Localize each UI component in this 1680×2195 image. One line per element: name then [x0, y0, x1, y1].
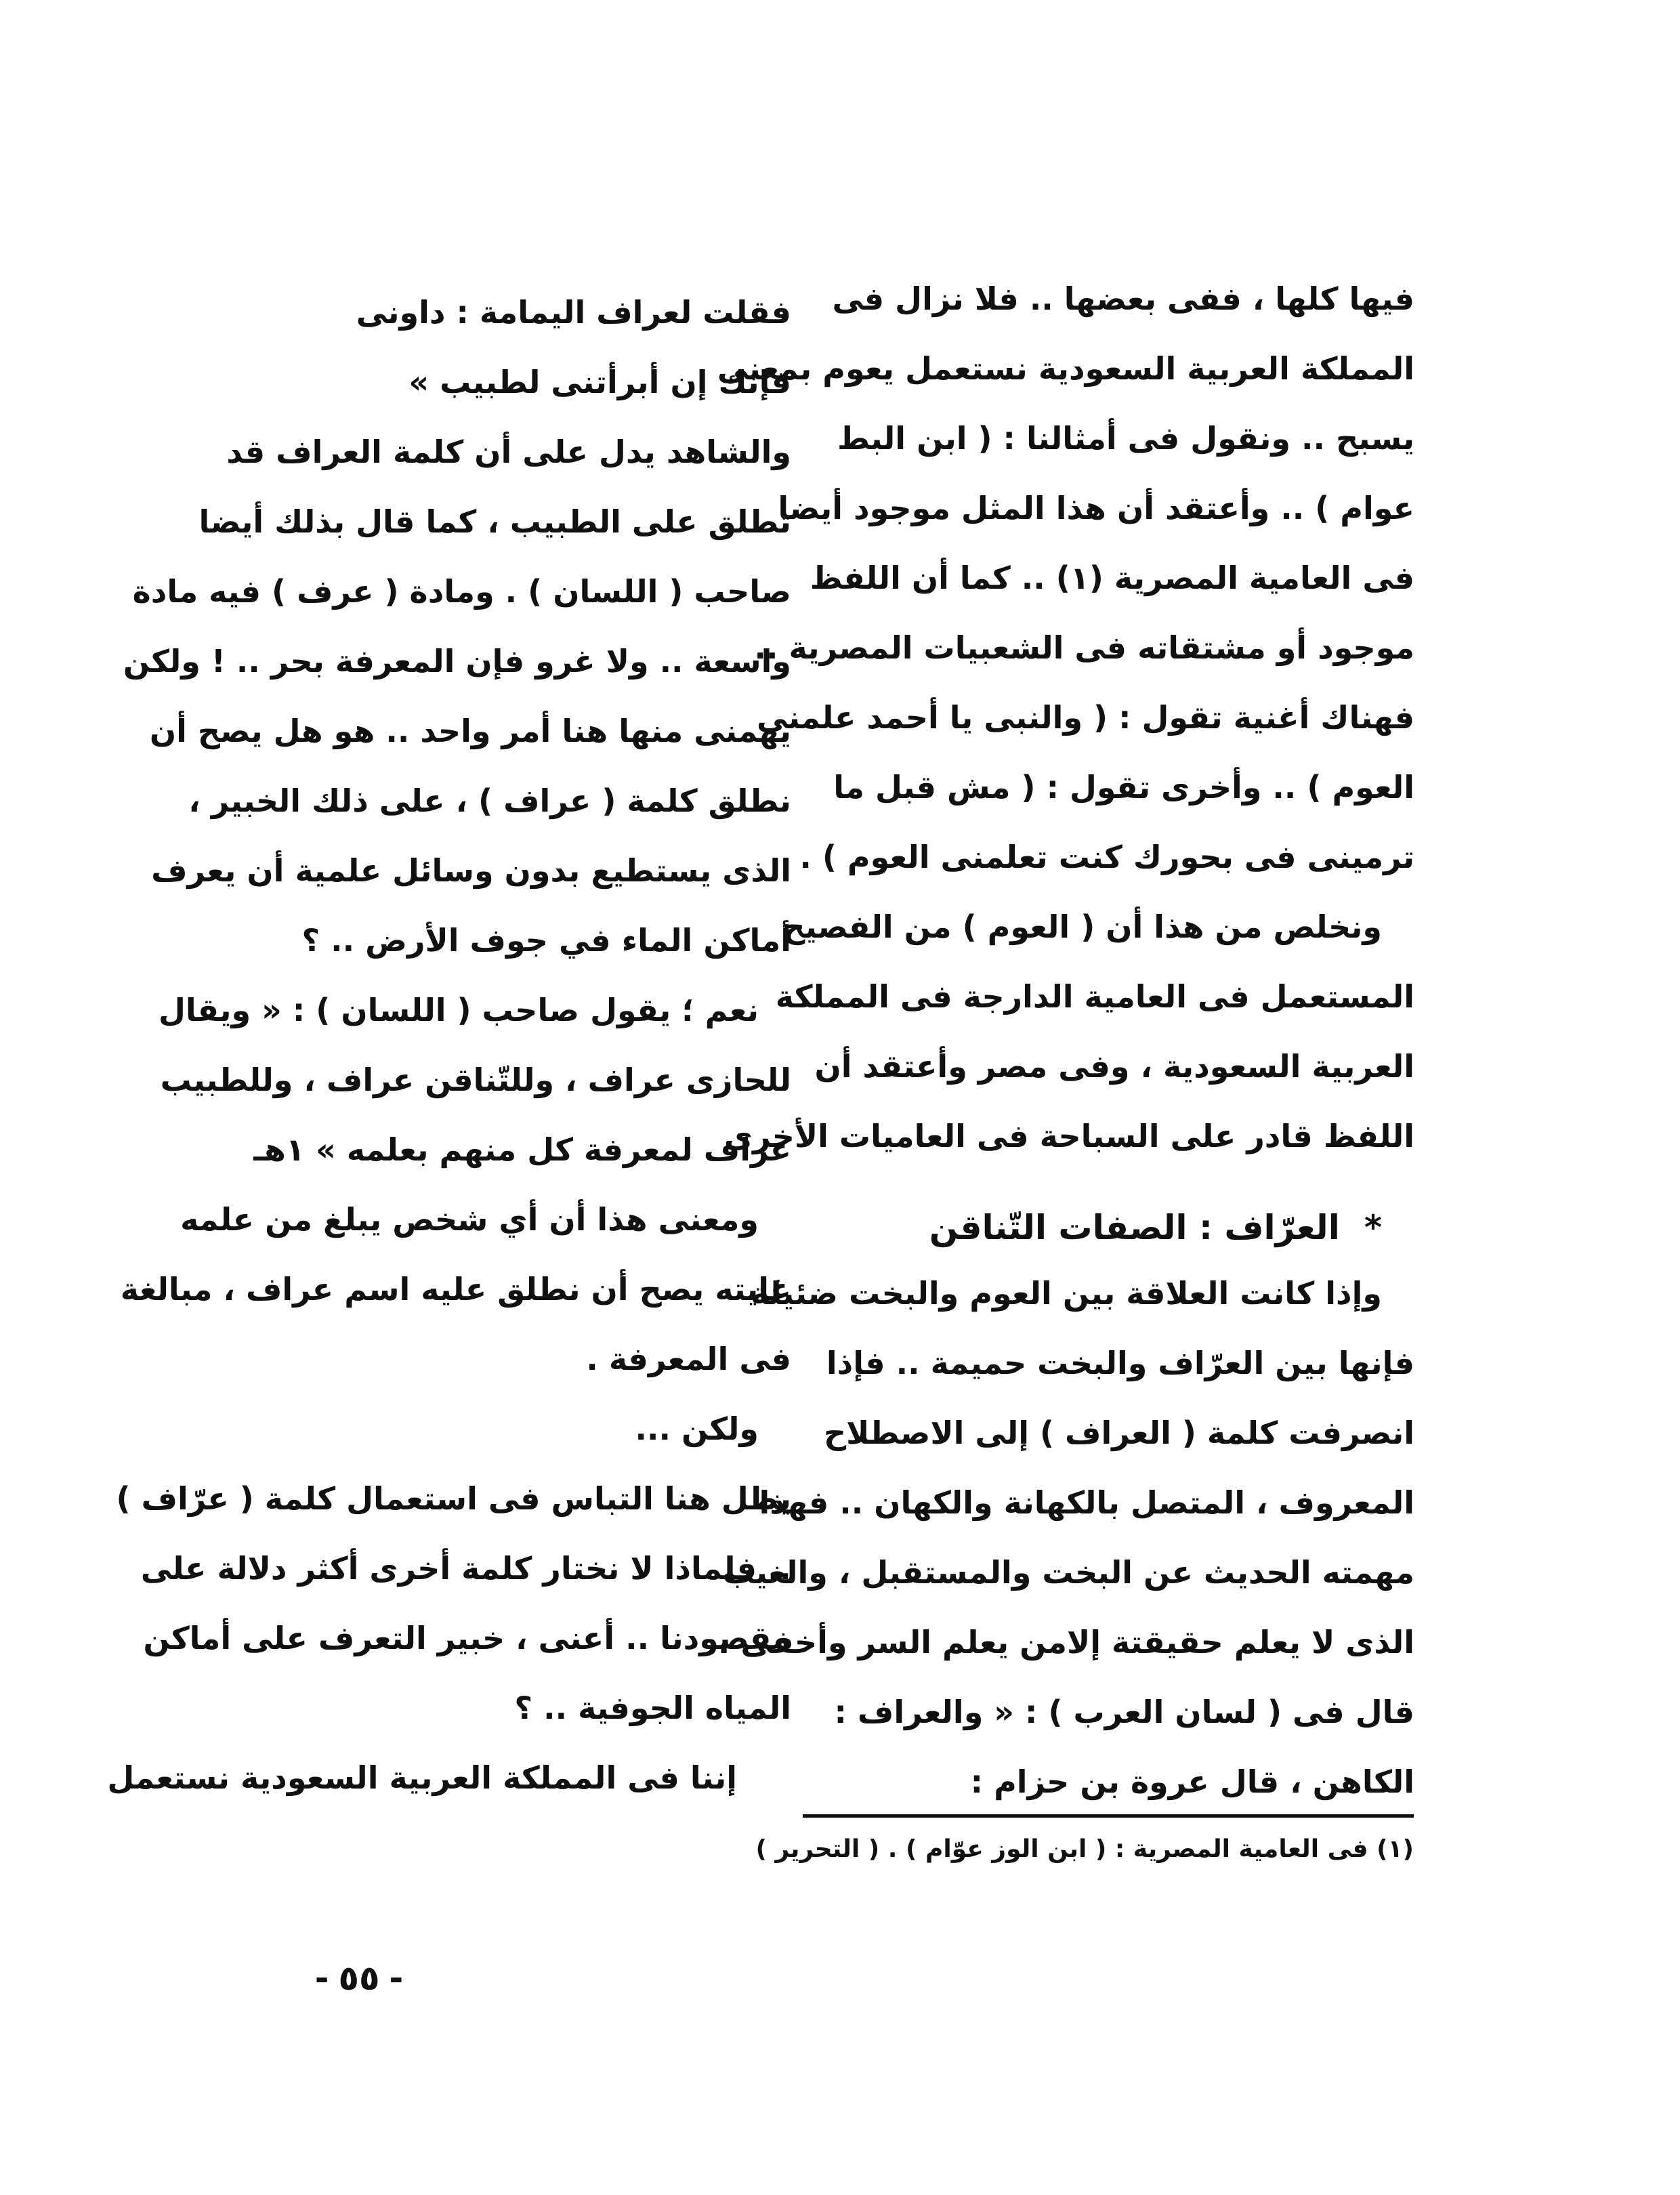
text-line: فإنها بين العرّاف والبخت حميمة .. فإذا — [826, 1345, 1414, 1381]
text-line: الذى يستطيع بدون وسائل علمية أن يعرف — [151, 852, 791, 889]
text-line: الذى لا يعلم حقيقتة إلامن يعلم السر وأخفى . — [717, 1624, 1414, 1660]
text-line: العربية السعودية ، وفى مصر وأعتقد أن — [814, 1048, 1414, 1085]
left-column — [107, 278, 791, 1813]
page-number-value: ٥٥ — [338, 1959, 380, 1998]
text-line: المياه الجوفية .. ؟ — [514, 1690, 791, 1726]
text-line: فيها كلها ، ففى بعضها .. فلا نزال فى — [832, 280, 1414, 317]
text-line: واسعة .. ولا غرو فإن المعرفة بحر .. ! ولكن — [123, 643, 791, 680]
right-column-upper — [717, 264, 1414, 1171]
text-line: ترمينى فى بحورك كنت تعلمنى العوم ) . — [799, 839, 1414, 875]
text-line: صاحب ( اللسان ) . ومادة ( عرف ) فيه مادة — [132, 573, 791, 610]
heading-text: العرّاف : الصفات التّناقن — [929, 1208, 1340, 1247]
text-line: .. فلماذا لا نختار كلمة أخرى أكثر دلالة على — [140, 1550, 791, 1587]
footnote-divider — [803, 1814, 1414, 1818]
text-line: مقصودنا .. أعنى ، خبير التعرف على أماكن — [143, 1620, 791, 1656]
text-line: غايته يصح أن نطلق عليه اسم عراف ، مبالغة — [120, 1271, 791, 1308]
page-number-dash: - — [389, 1959, 404, 1998]
text-line: نعم ؛ يقول صاحب ( اللسان ) : « ويقال — [158, 992, 759, 1028]
text-line: موجود أو مشتقاته فى الشعبيات المصرية .. — [754, 629, 1414, 666]
page-number — [305, 1951, 413, 2005]
text-line: الكاهن ، قال عروة بن حزام : — [970, 1763, 1414, 1800]
text-line: فى المعرفة . — [586, 1341, 791, 1377]
text-line: عوام ) .. وأعتقد أن هذا المثل موجود أيضا — [778, 490, 1414, 526]
text-line: انصرفت كلمة ( العراف ) إلى الاصطلاح — [824, 1415, 1414, 1451]
text-line: نطلق كلمة ( عراف ) ، على ذلك الخبير ، — [188, 782, 791, 819]
text-line: ونخلص من هذا أن ( العوم ) من الفصيح — [782, 908, 1382, 945]
right-column-lower — [717, 1259, 1414, 1817]
text-line: المستعمل فى العامية الدارجة فى المملكة — [775, 978, 1414, 1015]
text-line: فهناك أغنية تقول : ( والنبى يا أحمد علمنى — [757, 699, 1414, 736]
text-line: اللفظ قادر على السباحة فى العاميات الأخرى — [723, 1118, 1414, 1154]
text-line: وإذا كانت العلاقة بين العوم والبخت ضئيلة — [751, 1275, 1382, 1312]
text-line: أماكن الماء في جوف الأرض .. ؟ — [301, 922, 791, 959]
verse-line: فقلت لعراف اليمامة : داونى — [356, 294, 791, 331]
text-line: إننا فى المملكة العربية السعودية نستعمل — [107, 1759, 737, 1796]
text-line: ولكن ... — [635, 1410, 759, 1447]
heading-star: * — [1364, 1208, 1382, 1247]
text-line: المملكة العربية السعودية نستعمل يعوم بمعنى — [717, 350, 1414, 387]
text-line: عراف لمعرفة كل منهم بعلمه » ١هـ — [253, 1131, 791, 1168]
text-line: العوم ) .. وأخرى تقول : ( مش قبل ما — [833, 769, 1414, 806]
text-line: للحازى عراف ، وللتّناقن عراف ، وللطبيب — [160, 1062, 791, 1098]
text-line: ومعنى هذا أن أي شخص يبلغ من علمه — [180, 1201, 759, 1238]
text-line: مهمته الحديث عن البخت والمستقبل ، والغيب — [722, 1554, 1414, 1591]
text-line: يظل هنا التباس فى استعمال كلمة ( عرّاف ) — [116, 1480, 791, 1517]
text-line: فى العامية المصرية (١) .. كما أن اللفظ — [810, 560, 1414, 596]
section-heading — [867, 1194, 1382, 1261]
footnote: (١) فى العامية المصرية : ( ابن الوز عوّام ) . ( التحرير ) — [755, 1835, 1414, 1863]
text-line: المعروف ، المتصل بالكهانة والكهان .. فهذا — [759, 1484, 1414, 1521]
page-number-dash: - — [314, 1959, 329, 1998]
verse-line: فإنك إن أبرأتنى لطبيب » — [408, 364, 791, 400]
text-line: والشاهد يدل على أن كلمة العراف قد — [226, 434, 791, 470]
text-line: قال فى ( لسان العرب ) : « والعراف : — [834, 1694, 1414, 1730]
text-line: يهمنى منها هنا أمر واحد .. هو هل يصح أن — [149, 713, 791, 749]
text-line: يسبح .. ونقول فى أمثالنا : ( ابن البط — [837, 420, 1414, 457]
text-line: تطلق على الطبيب ، كما قال بذلك أيضا — [198, 503, 791, 540]
